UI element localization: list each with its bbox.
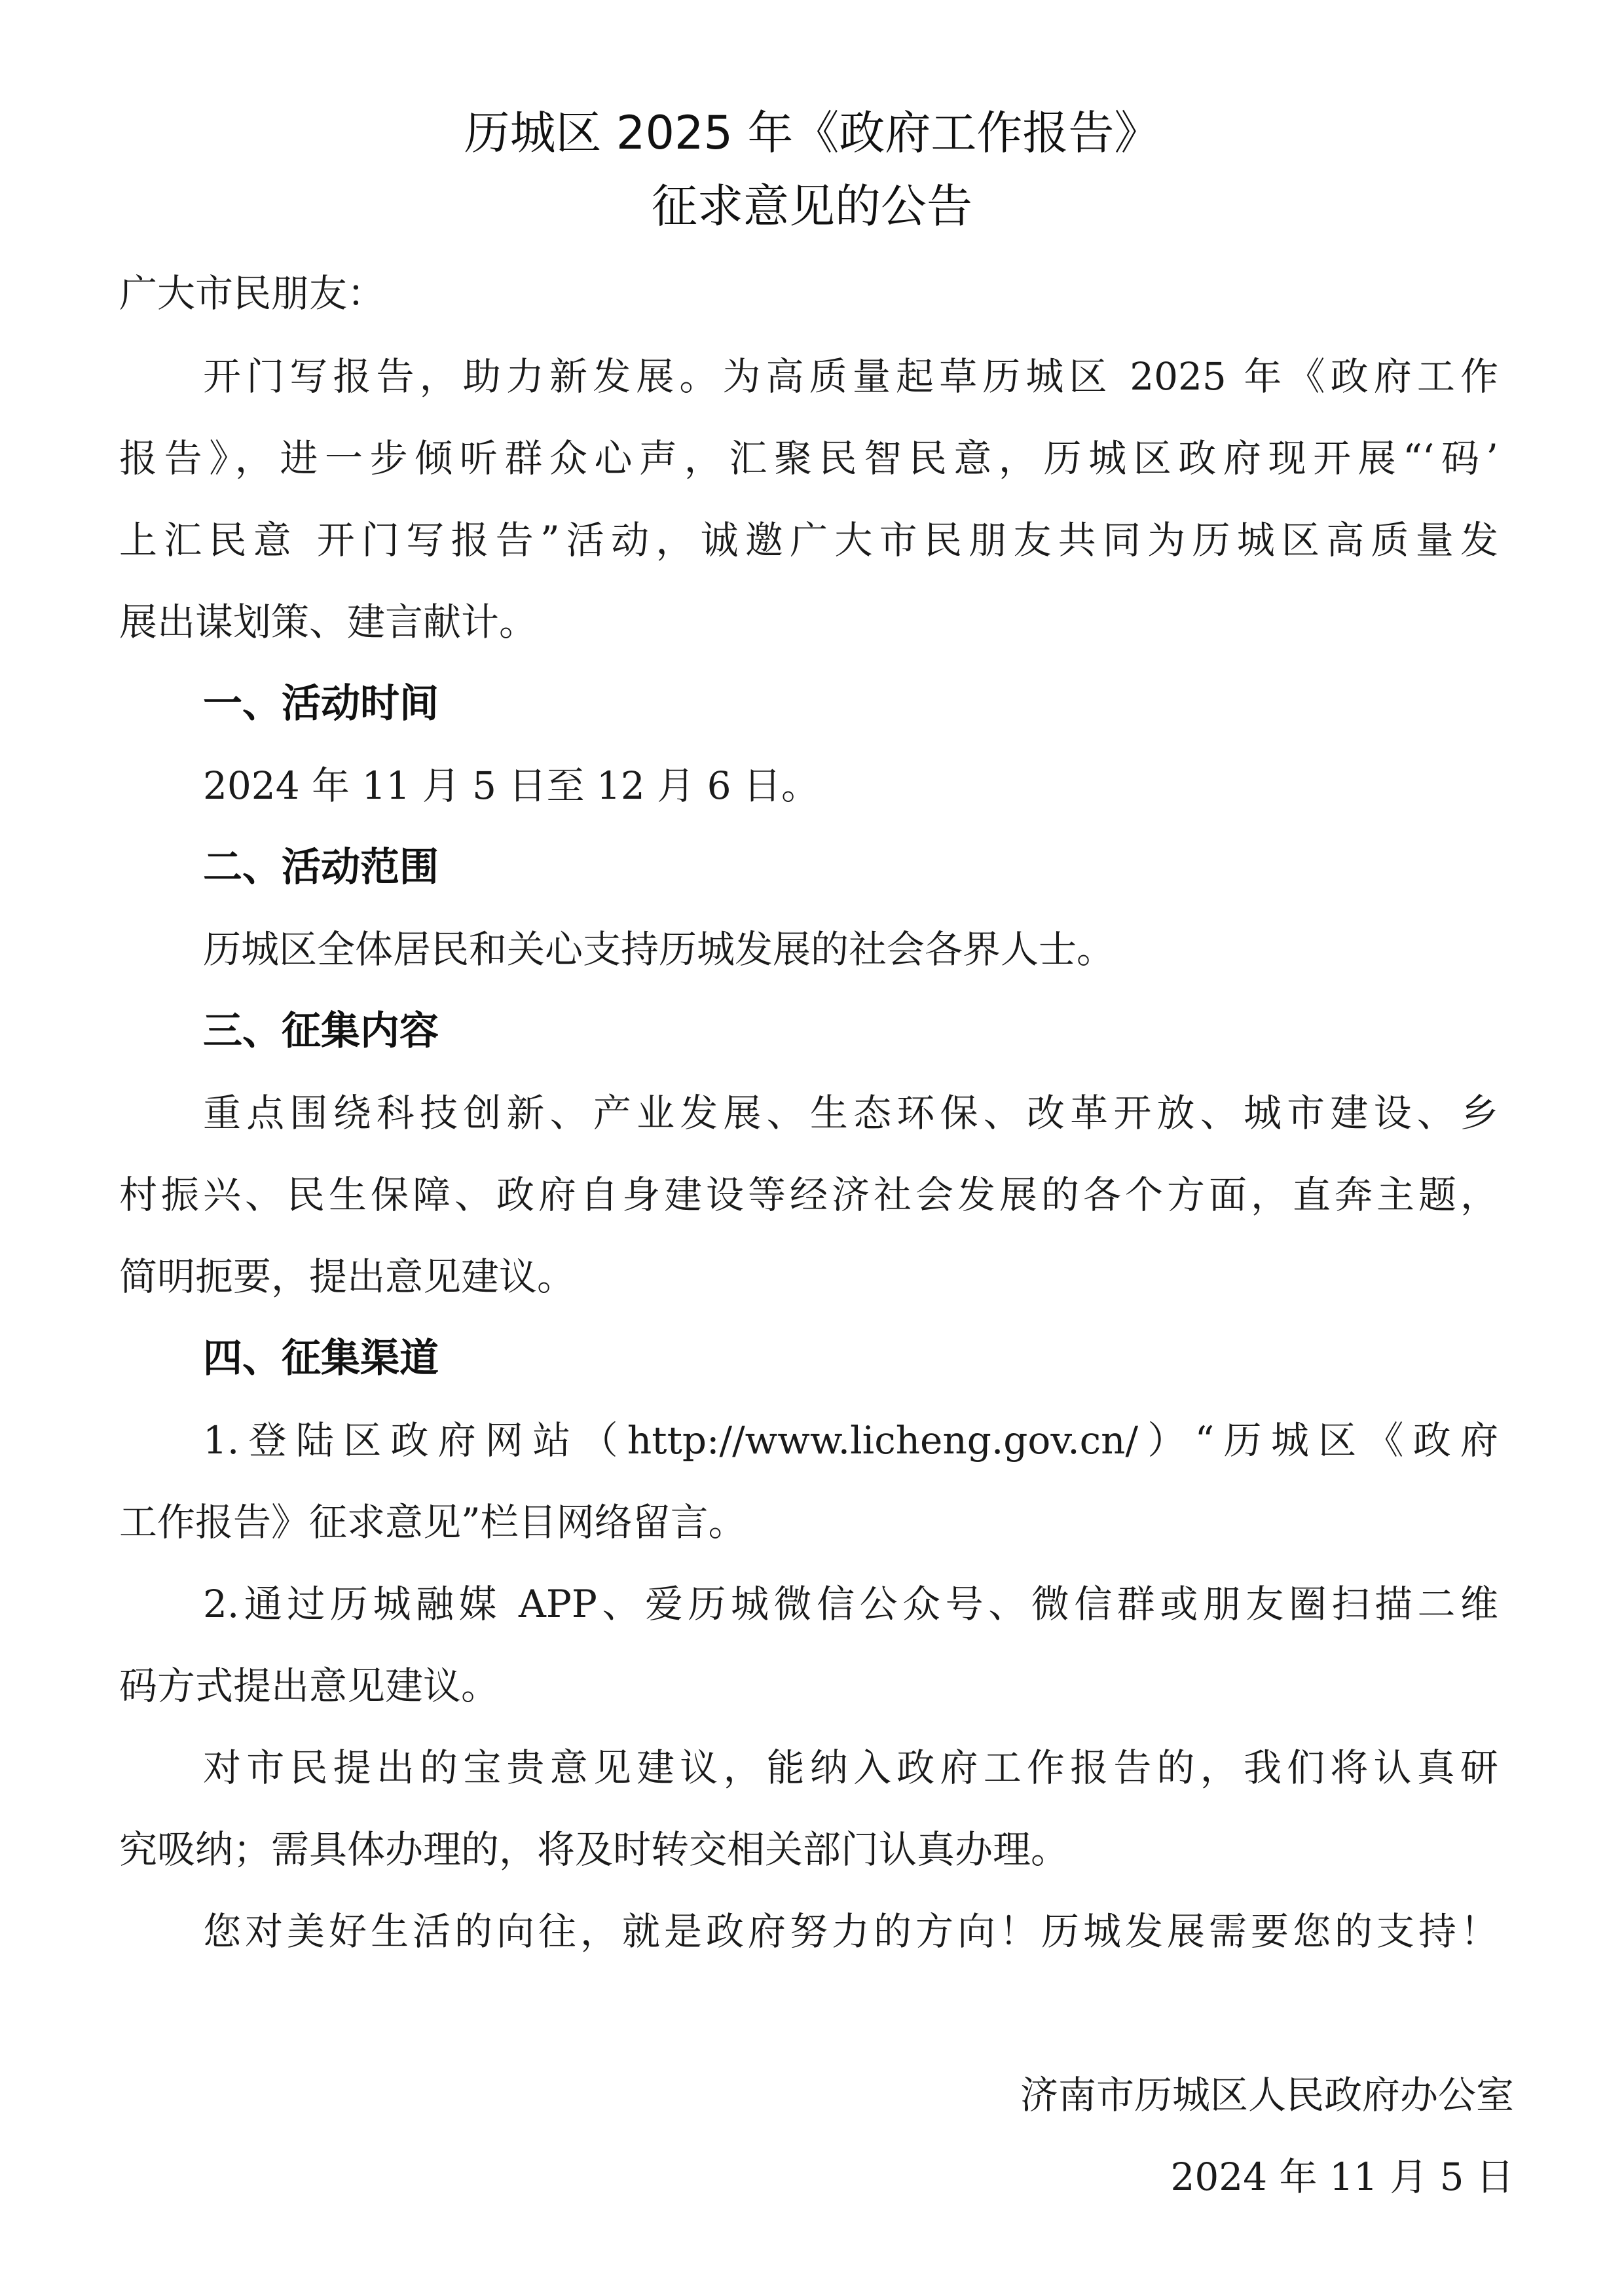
closing-line-2: 究吸纳；需具体办理的，将及时转交相关部门认真办理。: [119, 1827, 1069, 1872]
section-text-content-line-3: 简明扼要，提出意见建议。: [119, 1254, 576, 1299]
salutation: 广大市民朋友：: [119, 271, 386, 316]
closing-line-1: 对市民提出的宝贵意见建议，能纳入政府工作报告的，我们将认真研: [203, 1745, 1498, 1790]
channel-item-2-line-2: 码方式提出意见建议。: [119, 1664, 500, 1708]
signature-date: 2024 年 11 月 5 日: [1170, 2155, 1514, 2199]
intro-line-1: 开门写报告，助力新发展。为高质量起草历城区 2025 年《政府工作: [203, 354, 1498, 399]
intro-line-3: 上汇民意 开门写报告”活动，诚邀广大市民朋友共同为历城区高质量发: [119, 518, 1498, 562]
section-text-content-line-2: 村振兴、民生保障、政府自身建设等经济社会发展的各个方面，直奔主题，: [119, 1173, 1498, 1217]
document-title-line-1: 历城区 2025 年《政府工作报告》: [464, 106, 1160, 160]
section-heading-channels: 四、征集渠道: [203, 1336, 439, 1381]
signature-organization: 济南市历城区人民政府办公室: [1020, 2073, 1514, 2117]
slogan: 您对美好生活的向往，就是政府努力的方向！历城发展需要您的支持！: [203, 1909, 1498, 1954]
intro-line-2: 报告》，进一步倾听群众心声，汇聚民智民意，历城区政府现开展“‘码’: [119, 436, 1498, 481]
section-heading-content: 三、征集内容: [203, 1008, 439, 1054]
channel-item-1-line-2: 工作报告》征求意见”栏目网络留言。: [119, 1500, 747, 1544]
section-heading-scope: 二、活动范围: [203, 845, 439, 890]
document-title-line-2: 征求意见的公告: [652, 179, 972, 233]
channel-item-2-line-1: 2.通过历城融媒 APP、爱历城微信公众号、微信群或朋友圈扫描二维: [203, 1582, 1498, 1626]
section-text-time: 2024 年 11 月 5 日至 12 月 6 日。: [203, 763, 819, 808]
section-heading-time: 一、活动时间: [203, 681, 439, 727]
section-text-scope: 历城区全体居民和关心支持历城发展的社会各界人士。: [203, 927, 1115, 972]
channel-item-1-line-1: 1.登陆区政府网站（http://www.licheng.gov.cn/）“历城区《政府: [203, 1418, 1498, 1463]
intro-line-4: 展出谋划策、建言献计。: [119, 600, 538, 644]
section-text-content-line-1: 重点围绕科技创新、产业发展、生态环保、改革开放、城市建设、乡: [203, 1091, 1498, 1135]
